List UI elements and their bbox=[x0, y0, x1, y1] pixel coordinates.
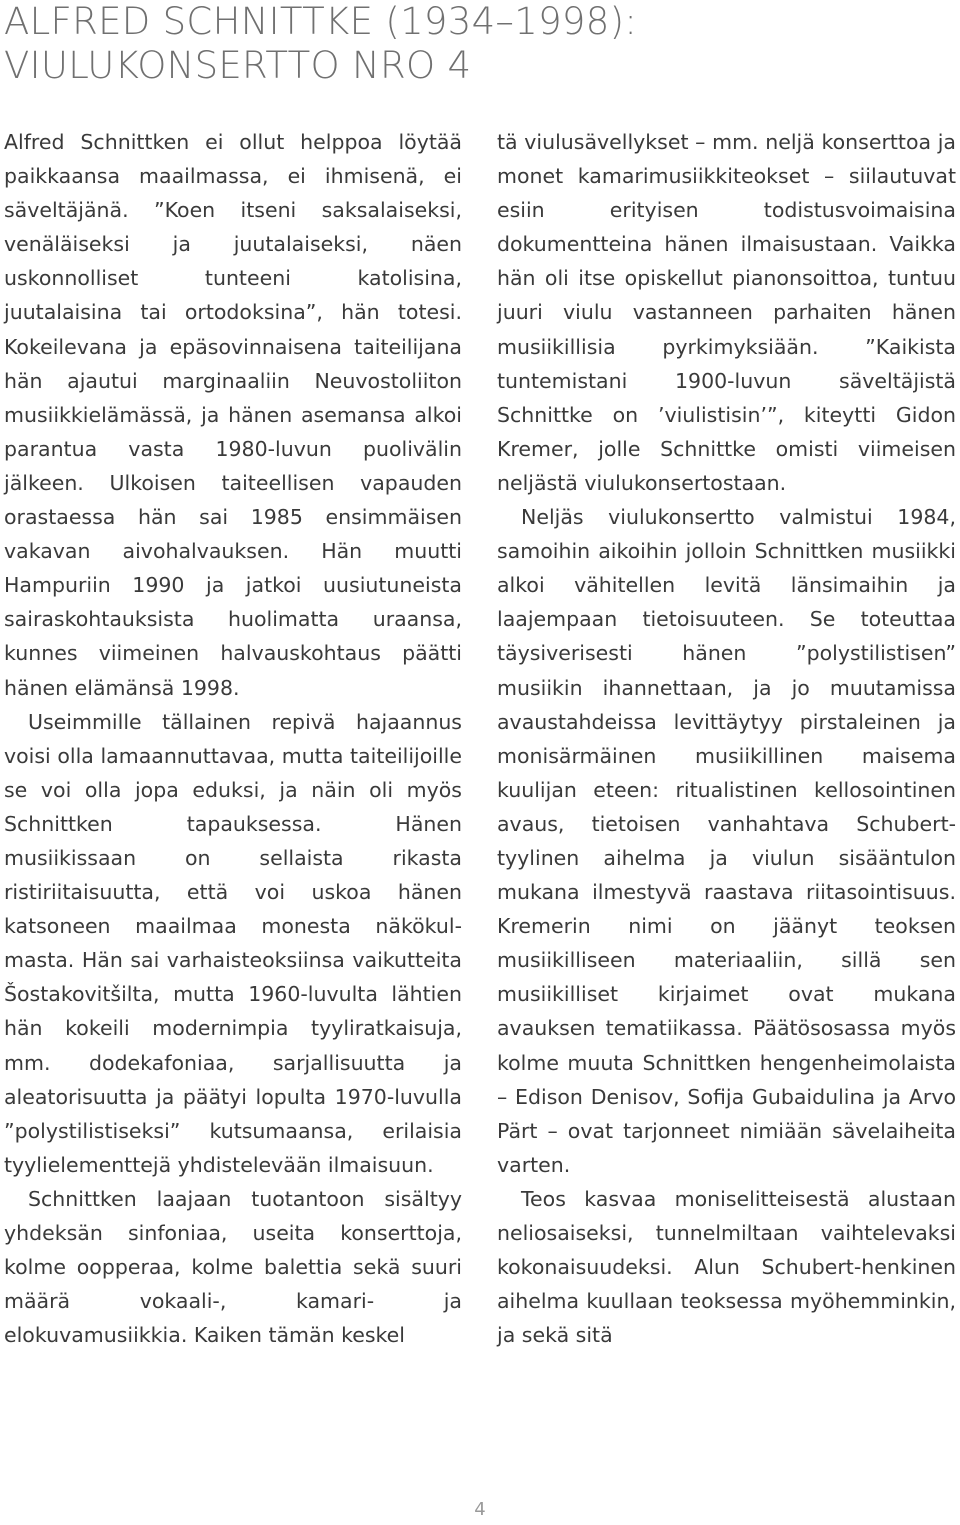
paragraph: Neljäs viulukonsertto valmistui 1984, samoihin aikoihin jolloin Schnittken musiikki alkoi vähitellen levitä länsimaihin ja laajempaan tietoisuuteen. Se toteuttaa täysiverisesti hänen ”polystilistisen” musiikin ihannettaan, ja jo muutamissa avaustahdeissa levittäytyy pirstaleinen ja monisärmäinen musiikillinen maisema kuulijan eteen: ritualistinen kellosointinen avaus, tietoisen vanhahtava Schubert-tyylinen aihelma ja viulun sisääntulon mukana ilmestyvä raastava riitasointisuus. Kremerin nimi on jäänyt teoksen musiikilliseen materiaaliin, sillä sen musiikilliset kirjaimet ovat mukana avauksen tematiikassa. Päätösosassa myös kolme muuta Schnittken hengenheimolaista – Edison Denisov, Sofija Gubaidulina ja Arvo Pärt – ovat tarjonneet nimiään sävelaiheita varten. bbox=[497, 505, 956, 1177]
page-title bbox=[4, 0, 924, 88]
paragraph: Schnittken laajaan tuotantoon sisältyy yhdeksän sinfoniaa, useita konserttoja, kolme oopperaa, kolme balettia sekä suuri määrä vokaali-, kamari- ja elokuvamusiikkia. Kaiken tämän keskel bbox=[4, 1186, 462, 1348]
right-text-column bbox=[497, 125, 956, 1352]
paragraph: Useimmille tällainen repivä hajaannus voisi olla lamaannuttavaa, mutta taiteilijoille se voi olla jopa eduksi, ja näin oli myös Schnittken tapauksessa. Hänen musiikissaan on sellaista rikasta ristiriitaisuutta, että voi uskoa hänen katsoneen maailmaa monesta näkökulmasta. Hän sai varhaisteoksiinsa vaikutteita Šostakovitšilta, mutta 1960-luvulta lähtien hän kokeili modernimpia tyyliratkaisuja, mm. dodekafoniaa, sarjallisuutta ja aleatorisuutta ja päätyi lopulta 1970-luvulla ”polystilistiseksi” kutsumaansa, erilaisia tyylielementtejä yhdistelevään ilmaisuun. bbox=[4, 709, 462, 1177]
title-line-2: VIULUKONSERTTO NRO 4 bbox=[4, 44, 472, 87]
paragraph: Teos kasvaa moniselitteisestä alustaan neliosaiseksi, tunnelmiltaan vaihtelevaksi kokonaisuudeksi. Alun Schubert-henkinen aihelma kuullaan teoksessa myöhemminkin, ja sekä sitä bbox=[497, 1186, 956, 1348]
paragraph: Alfred Schnittken ei ollut helppoa löytää paikkaansa maailmassa, ei ihmisenä, ei säveltäjänä. ”Koen itseni saksalaiseksi, venäläiseksi ja juutalaiseksi, näen uskonnolliset tunteeni katolisina, juutalaisina tai ortodoksina”, hän totesi. Kokeilevana ja epäsovinnaisena taiteilijana hän ajautui marginaaliin Neuvostoliiton musiikkielämässä, ja hänen asemansa alkoi parantua vasta 1980-luvun puolivälin jälkeen. Ulkoisen taiteellisen vapauden orastaessa hän sai 1985 ensimmäisen vakavan aivohalvauksen. Hän muutti Hampuriin 1990 ja jatkoi uusiutuneista sairaskohtauksista huolimatta uraansa, kunnes viimeinen halvauskohtaus päätti hänen elämänsä 1998. bbox=[4, 130, 462, 700]
title-line-1: ALFRED SCHNITTKE (1934–1998): bbox=[4, 0, 638, 43]
page-number: 4 bbox=[474, 1499, 486, 1520]
left-text-column bbox=[4, 125, 462, 1352]
paragraph: tä viulusävellykset – mm. neljä konserttoa ja monet kamarimusiikkiteokset – siilautuvat esiin erityisen todistusvoimaisina dokumentteina hänen ilmaisustaan. Vaikka hän oli itse opiskellut pianonsoittoa, tuntuu juuri viulu vastanneen parhaiten hänen musiikillisia pyrkimyksiään. ”Kaikista tuntemistani 1900-luvun säveltäjistä Schnittke on ’viulistisin’”, kiteytti Gidon Kremer, jolle Schnittke omisti viimeisen neljästä viulukonsertostaan. bbox=[497, 130, 956, 495]
